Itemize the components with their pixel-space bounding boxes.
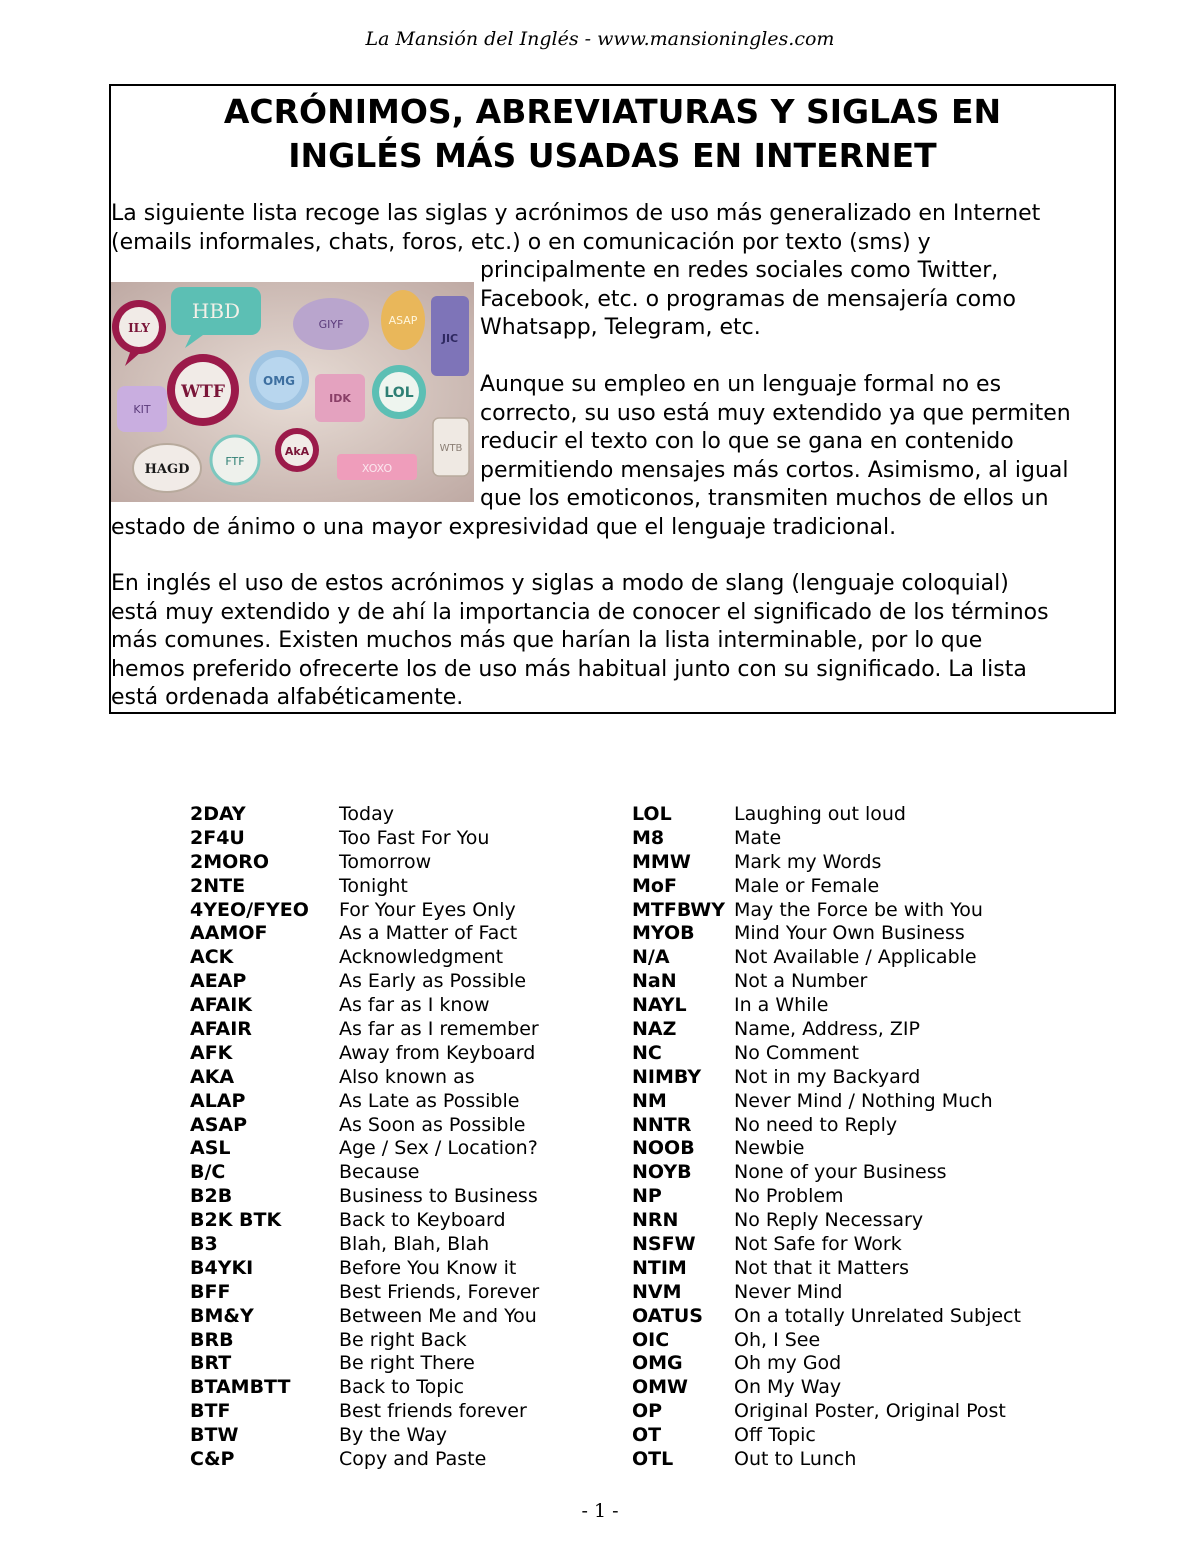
acronym-meaning: Business to Business — [339, 1185, 538, 1208]
acronym: OT — [632, 1424, 662, 1447]
text-line: Facebook, etc. o programas de mensajería como — [480, 286, 1016, 312]
acronym-row — [632, 1400, 1021, 1424]
acronym: OP — [632, 1400, 663, 1423]
page-header: La Mansión del Inglés - www.mansioningles.com — [365, 28, 835, 50]
text-line: está ordenada alfabéticamente. — [111, 685, 464, 710]
acronym-meaning: Be right There — [339, 1352, 475, 1375]
acronym-row — [632, 875, 1021, 899]
acronym-meaning: Not that it Matters — [734, 1256, 910, 1279]
bubble-label: JIC — [441, 332, 459, 345]
acronym: OMG — [632, 1352, 683, 1375]
acronym-row — [190, 1376, 539, 1400]
acronym: BTW — [190, 1424, 239, 1447]
acronym-row — [632, 1329, 1021, 1353]
acronym-meaning: Mate — [734, 826, 782, 849]
acronym: M8 — [632, 826, 665, 849]
acronym: AFAIR — [190, 1018, 252, 1041]
acronym-row — [632, 1376, 1021, 1400]
paragraph-usage-tail: estado de ánimo o una mayor expresividad que el lenguaje tradicional. — [111, 515, 897, 540]
bubble-label: LOL — [384, 385, 414, 401]
acronym: LOL — [632, 803, 672, 825]
acronym-meaning: Between Me and You — [339, 1304, 537, 1327]
acronym: C&P — [190, 1448, 235, 1471]
bubble-label: KIT — [133, 403, 151, 416]
bubble-label: XOXO — [361, 462, 393, 475]
acronym-meaning: Best Friends, Forever — [339, 1280, 540, 1303]
acronym-meaning: Blah, Blah, Blah — [339, 1233, 490, 1256]
acronym-meaning: Never Mind — [734, 1280, 843, 1303]
acronym-row — [190, 1329, 539, 1353]
acronym-row — [632, 922, 1021, 946]
acronym-meaning: Today — [339, 803, 394, 825]
acronym-meaning: None of your Business — [734, 1161, 947, 1184]
acronym-meaning: Not Available / Applicable — [734, 946, 977, 969]
acronym-row — [632, 1448, 1021, 1472]
acronym-meaning: Original Poster, Original Post — [734, 1400, 1006, 1423]
bubble-label: HBD — [191, 299, 241, 323]
page-number: - 1 - — [581, 1500, 619, 1522]
acronym-row — [190, 1281, 539, 1305]
acronym-row — [190, 1066, 539, 1090]
text-line: En inglés el uso de estos acrónimos y siglas a modo de slang (lenguaje coloquial) — [111, 571, 1009, 596]
acronym-meaning: On My Way — [734, 1376, 842, 1399]
acronym-meaning: As far as I remember — [339, 1018, 539, 1041]
acronym-meaning: Because — [339, 1161, 420, 1184]
bubble-label: AkA — [284, 445, 310, 458]
acronym: NIMBY — [632, 1065, 702, 1088]
bubble-label: OMG — [263, 374, 295, 388]
acronym: BRT — [190, 1352, 232, 1375]
acronym: NAYL — [632, 994, 687, 1017]
acronym-row — [190, 899, 539, 923]
acronym: NP — [632, 1185, 662, 1208]
acronym-meaning: Back to Topic — [339, 1376, 465, 1399]
acronym-row — [190, 1114, 539, 1138]
acronym: B/C — [190, 1161, 226, 1184]
bubble-label: GIYF — [318, 318, 344, 331]
acronym-row — [632, 1209, 1021, 1233]
acronym: 2F4U — [190, 826, 245, 849]
acronym: NOYB — [632, 1161, 692, 1184]
acronym: NTIM — [632, 1256, 687, 1279]
acronym: NNTR — [632, 1113, 692, 1136]
title-line: INGLÉS MÁS USADAS EN INTERNET — [288, 136, 937, 175]
intro-box — [109, 84, 1116, 714]
acronym-meaning: Before You Know it — [339, 1256, 517, 1279]
text-line: principalmente en redes sociales como Twitter, — [480, 258, 999, 283]
acronym-meaning: May the Force be with You — [734, 898, 983, 921]
intro-paragraph — [111, 200, 1114, 257]
text-line: correcto, su uso está muy extendido ya que permiten — [480, 400, 1071, 426]
acronym-meaning: For Your Eyes Only — [339, 898, 516, 921]
acronym-meaning: Newbie — [734, 1137, 805, 1160]
text-line: reducir el texto con lo que se gana en contenido — [480, 429, 1014, 454]
acronym-row — [190, 1257, 539, 1281]
acronym-meaning: As a Matter of Fact — [339, 922, 518, 945]
bubble-label: WTF — [181, 382, 225, 402]
acronym-row — [190, 803, 539, 827]
speech-bubbles-image — [111, 282, 474, 502]
acronym-row — [632, 851, 1021, 875]
acronym: NAZ — [632, 1018, 677, 1041]
acronym-meaning: As Early as Possible — [339, 970, 527, 993]
acronym-meaning: Away from Keyboard — [339, 1041, 536, 1064]
acronym-row — [632, 899, 1021, 923]
acronym-row — [632, 1066, 1021, 1090]
acronym: AEAP — [190, 970, 247, 993]
acronym-row — [190, 1042, 539, 1066]
acronym: AAMOF — [190, 922, 268, 945]
acronym-row — [632, 994, 1021, 1018]
acronym-meaning: Male or Female — [734, 874, 880, 897]
acronym-row — [190, 1233, 539, 1257]
acronym-meaning: Be right Back — [339, 1328, 467, 1351]
acronym-row — [632, 1185, 1021, 1209]
acronym-row — [632, 827, 1021, 851]
acronym-meaning: No Reply Necessary — [734, 1209, 924, 1232]
bubble-label: HAGD — [144, 462, 190, 477]
acronym-meaning: No need to Reply — [734, 1113, 898, 1136]
acronym-meaning: Never Mind / Nothing Much — [734, 1089, 993, 1112]
acronym-row — [190, 1305, 539, 1329]
acronym-row — [190, 946, 539, 970]
bubble-label: IDK — [329, 392, 351, 405]
bubble-label: WTB — [439, 443, 463, 454]
acronym-row — [632, 946, 1021, 970]
text-line: está muy extendido y de ahí la importancia de conocer el significado de los términos — [111, 599, 1049, 625]
acronym-row — [190, 1161, 539, 1185]
acronym: OTL — [632, 1448, 674, 1471]
acronym-row — [190, 994, 539, 1018]
acronym: MTFBWY — [632, 898, 726, 921]
acronym-row — [632, 970, 1021, 994]
acronym-meaning: As Soon as Possible — [339, 1113, 526, 1136]
acronym-row — [632, 1424, 1021, 1448]
acronym: MYOB — [632, 922, 695, 945]
acronym-list-left — [190, 803, 539, 1472]
acronym-meaning: Too Fast For You — [339, 826, 490, 849]
acronym-meaning: No Problem — [734, 1185, 844, 1208]
acronym: N/A — [632, 946, 670, 969]
acronym: ASAP — [190, 1113, 248, 1136]
bubble-label: ILY — [128, 321, 150, 335]
acronym: ASL — [190, 1137, 231, 1160]
acronym-row — [190, 1352, 539, 1376]
acronym: B2B — [190, 1185, 233, 1208]
acronym-row — [632, 803, 1021, 827]
acronym-meaning: Best friends forever — [339, 1400, 527, 1423]
acronym-row — [632, 1042, 1021, 1066]
acronym-meaning: Tonight — [339, 874, 408, 897]
acronym-row — [190, 1400, 539, 1424]
acronym-meaning: As far as I know — [339, 994, 490, 1017]
acronym-row — [190, 922, 539, 946]
acronym: NSFW — [632, 1233, 696, 1256]
acronym-row — [190, 970, 539, 994]
acronym-meaning: On a totally Unrelated Subject — [734, 1304, 1021, 1327]
text-line: permitiendo mensajes más cortos. Asimismo, al igual — [480, 457, 1069, 483]
paragraph-usage — [480, 371, 1071, 514]
acronym: OIC — [632, 1328, 670, 1351]
acronym: B4YKI — [190, 1256, 254, 1279]
acronym-row — [632, 1137, 1021, 1161]
acronym-meaning: Not Safe for Work — [734, 1233, 902, 1256]
acronym-row — [190, 875, 539, 899]
acronym: NC — [632, 1041, 662, 1064]
acronym-list-right — [632, 803, 1021, 1472]
acronym-row — [190, 1185, 539, 1209]
text-line: La siguiente lista recoge las siglas y acrónimos de uso más generalizado en Internet — [111, 201, 1041, 226]
acronym: NOOB — [632, 1137, 695, 1160]
acronym-row — [190, 1424, 539, 1448]
acronym: NVM — [632, 1280, 682, 1303]
acronym-meaning: Oh my God — [734, 1352, 842, 1375]
acronym-meaning: Age / Sex / Location? — [339, 1137, 538, 1160]
acronym-meaning: Not a Number — [734, 970, 868, 993]
acronym-meaning: Off Topic — [734, 1424, 816, 1447]
acronym-row — [632, 1305, 1021, 1329]
acronym-row — [190, 1018, 539, 1042]
acronym-row — [190, 1209, 539, 1233]
bubble-label: FTF — [225, 455, 245, 468]
acronym-meaning: Mind Your Own Business — [734, 922, 965, 945]
paragraph-slang — [111, 570, 1049, 713]
acronym: AKA — [190, 1065, 235, 1088]
acronym: NaN — [632, 970, 677, 993]
acronym-meaning: Laughing out loud — [734, 803, 906, 825]
acronym-meaning: As Late as Possible — [339, 1089, 520, 1112]
acronym-meaning: Name, Address, ZIP — [734, 1018, 920, 1041]
acronym-row — [632, 1233, 1021, 1257]
acronym-meaning: By the Way — [339, 1424, 447, 1447]
acronym: BTF — [190, 1400, 231, 1423]
acronym-meaning: Not in my Backyard — [734, 1065, 921, 1088]
acronym-row — [190, 827, 539, 851]
acronym-meaning: In a While — [734, 994, 829, 1017]
acronym: B3 — [190, 1233, 218, 1256]
acronym: 2NTE — [190, 874, 246, 897]
acronym: B2K BTK — [190, 1209, 282, 1232]
page-title — [111, 90, 1114, 178]
acronym-meaning: Mark my Words — [734, 850, 882, 873]
acronym: 2DAY — [190, 803, 246, 825]
paragraph-continuation — [480, 257, 1016, 343]
acronym: AFK — [190, 1041, 233, 1064]
acronym-row — [632, 1257, 1021, 1281]
text-line: más comunes. Existen muchos más que harían la lista interminable, por lo que — [111, 628, 983, 653]
acronym-row — [632, 1281, 1021, 1305]
acronym: ACK — [190, 946, 234, 969]
acronym: BTAMBTT — [190, 1376, 291, 1399]
acronym: OATUS — [632, 1304, 703, 1327]
acronym: OMW — [632, 1376, 689, 1399]
acronym-meaning: Oh, I See — [734, 1328, 821, 1351]
text-line: Whatsapp, Telegram, etc. — [480, 315, 761, 340]
acronym-meaning: Tomorrow — [339, 850, 432, 873]
acronym: MMW — [632, 850, 691, 873]
acronym-meaning: Back to Keyboard — [339, 1209, 506, 1232]
acronym-row — [632, 1114, 1021, 1138]
acronym: NRN — [632, 1209, 679, 1232]
acronym-row — [190, 1090, 539, 1114]
title-line: ACRÓNIMOS, ABREVIATURAS Y SIGLAS EN — [223, 92, 1002, 131]
acronym: 2MORO — [190, 850, 270, 873]
acronym: AFAIK — [190, 994, 253, 1017]
acronym-meaning: Also known as — [339, 1065, 475, 1088]
acronym: 4YEO/FYEO — [190, 898, 309, 921]
acronym-meaning: Acknowledgment — [339, 946, 504, 969]
acronym-row — [632, 1090, 1021, 1114]
bubble-label: ASAP — [388, 314, 418, 327]
acronym-meaning: Out to Lunch — [734, 1448, 857, 1471]
text-line: (emails informales, chats, foros, etc.) o en comunicación por texto (sms) y — [111, 229, 931, 255]
acronym: NM — [632, 1089, 667, 1112]
acronym: ALAP — [190, 1089, 246, 1112]
acronym-row — [190, 851, 539, 875]
acronym-row — [190, 1448, 539, 1472]
text-line: que los emoticonos, transmiten muchos de ellos un — [480, 486, 1049, 511]
text-line: hemos preferido ofrecerte los de uso más habitual junto con su significado. La lista — [111, 656, 1027, 682]
acronym-meaning: Copy and Paste — [339, 1448, 487, 1471]
acronym: BFF — [190, 1280, 231, 1303]
acronym: BM&Y — [190, 1304, 254, 1327]
acronym: MoF — [632, 874, 677, 897]
acronym-row — [632, 1161, 1021, 1185]
acronym: BRB — [190, 1328, 234, 1351]
text-line: Aunque su empleo en un lenguaje formal no es — [480, 372, 1002, 397]
acronym-row — [632, 1352, 1021, 1376]
acronym-row — [632, 1018, 1021, 1042]
acronym-row — [190, 1137, 539, 1161]
acronym-meaning: No Comment — [734, 1041, 859, 1064]
